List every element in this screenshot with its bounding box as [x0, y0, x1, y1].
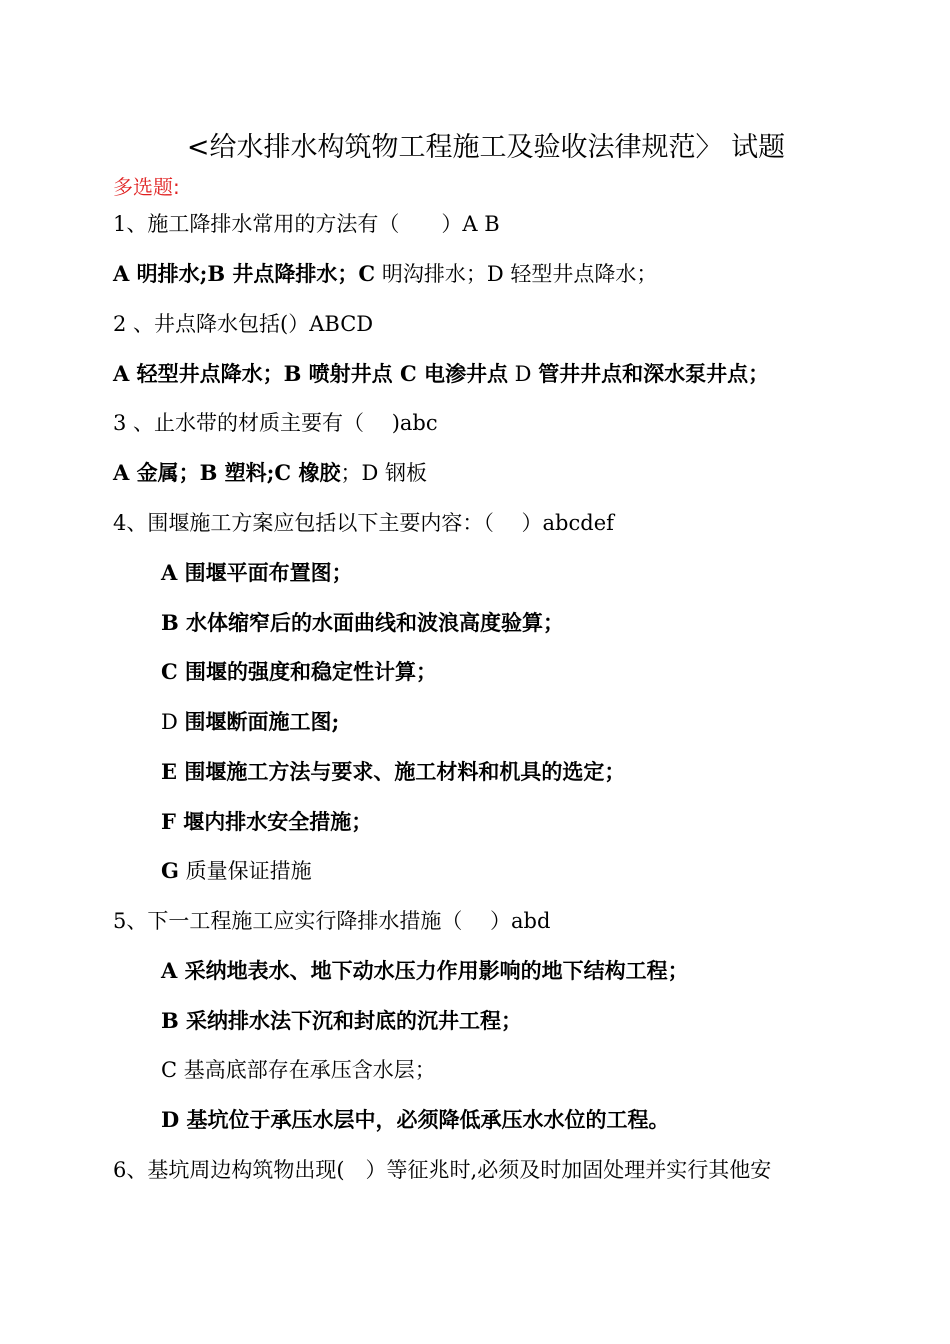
- question-4: 4、围堰施工方案应包括以下主要内容：（ ）abcdef: [113, 511, 614, 535]
- question-3: 3 、止水带的材质主要有（ )abc: [113, 411, 438, 435]
- question-6: 6、基坑周边构筑物出现( ）等征兆时,必须及时加固处理并实行其他安: [113, 1158, 772, 1182]
- question-2: 2 、井点降水包括(）ABCD: [113, 312, 374, 336]
- question-4-option-f: [161, 807, 890, 837]
- option-bold: 围堰断面施工图;: [184, 709, 340, 734]
- question-3-options: [113, 458, 890, 488]
- question-4-option-g: [161, 856, 890, 886]
- question-4-option-d: [161, 707, 890, 737]
- option-bold: E 围堰施工方法与要求、施工材料和机具的选定；: [161, 759, 626, 784]
- option-bold: A 采纳地表水、地下动水压力作用影响的地下结构工程；: [161, 958, 689, 983]
- question-5-option-d: [161, 1105, 890, 1135]
- option-text: 质量保证措施: [178, 859, 312, 883]
- option-bold: B 水体缩窄后的水面曲线和波浪高度验算；: [161, 610, 565, 635]
- question-5-option-c: [161, 1055, 890, 1085]
- option-bold: C 围堰的强度和稳定性计算；: [161, 659, 438, 684]
- option-text: ；D 钢板: [340, 461, 427, 485]
- option-bold: D 基坑位于承压水层中，必须降低承压水水位的工程。: [161, 1107, 670, 1132]
- question-4-option-a: [161, 558, 890, 588]
- option-bold: G: [161, 858, 179, 883]
- option-text: 明沟排水；D 轻型井点降水；: [375, 262, 658, 286]
- option-bold: A 明排水;B 井点降排水；C: [113, 261, 376, 286]
- option-bold: A 轻型井点降水；B 喷射井点 C 电渗井点: [113, 361, 508, 386]
- question-5-option-b: [161, 1006, 890, 1036]
- question-5: 5、下一工程施工应实行降排水措施（ ）abd: [113, 909, 551, 933]
- question-1: 1、施工降排水常用的方法有（ ）A B: [113, 212, 500, 236]
- question-5-option-a: [161, 956, 890, 986]
- option-bold: A 金属；B 塑料;C 橡胶: [113, 460, 341, 485]
- option-bold: F 堰内排水安全措施；: [161, 809, 373, 834]
- question-2-options: [113, 359, 890, 389]
- question-1-options: [113, 259, 890, 289]
- section-label: 多选题:: [113, 175, 180, 199]
- question-4-option-e: [161, 757, 890, 787]
- option-bold: A 围堰平面布置图；: [161, 560, 353, 585]
- option-bold: 管井井点和深水泵井点；: [538, 361, 770, 386]
- option-bold: B 采纳排水法下沉和封底的沉井工程；: [161, 1008, 523, 1033]
- question-4-option-b: [161, 608, 890, 638]
- question-4-option-c: [161, 657, 890, 687]
- option-text: D: [508, 362, 539, 386]
- option-text: C 基高底部存在承压含水层；: [161, 1058, 436, 1082]
- option-text: D: [161, 710, 185, 734]
- page-title: <给水排水构筑物工程施工及验收法律规范〉 试题: [186, 132, 786, 163]
